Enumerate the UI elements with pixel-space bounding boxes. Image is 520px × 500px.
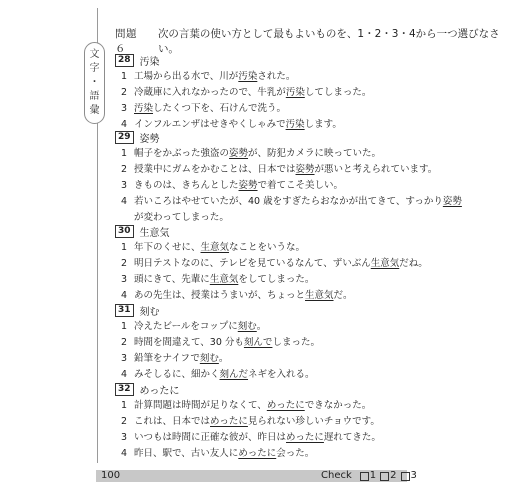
section-tab-char: 語 bbox=[89, 91, 100, 102]
target-word: 汚染 bbox=[285, 87, 305, 98]
problem-label: 問題６ bbox=[115, 28, 137, 55]
option: 3 きものは、きちんとした姿勢で着てこそ美しい。 bbox=[121, 180, 344, 191]
page-number: 100 bbox=[101, 470, 121, 481]
question-28 bbox=[115, 52, 475, 133]
question-number: 31 bbox=[115, 304, 134, 317]
check-box-3[interactable]: 3 bbox=[401, 469, 417, 483]
option: 2 明日テストなのに、テレビを見ているなんて、ずいぶん生意気だね。 bbox=[121, 258, 428, 269]
section-tab-char: 彙 bbox=[89, 105, 100, 116]
question-number: 28 bbox=[115, 54, 134, 67]
section-tab-char: 文 bbox=[89, 49, 100, 60]
option: 1 冷えたビールをコップに刻む。 bbox=[121, 321, 267, 332]
check-box-2[interactable]: 2 bbox=[380, 469, 396, 483]
target-word: 刻んだ bbox=[219, 369, 249, 380]
target-word: 生意気 bbox=[305, 290, 334, 301]
target-word: 刻む bbox=[199, 353, 219, 364]
problem-instruction: 次の言葉の使い方として最もよいものを、1・2・3・4から一つ選びなさい。 bbox=[157, 28, 500, 55]
option-continuation: が変わってしまった。 bbox=[134, 212, 229, 223]
option: 3 汚染したくつ下を、石けんで洗う。 bbox=[121, 103, 287, 114]
section-tab-char: 字 bbox=[89, 63, 100, 74]
target-word: 生意気 bbox=[209, 274, 239, 285]
target-word: 汚染 bbox=[285, 119, 305, 130]
check-tracker bbox=[321, 469, 417, 483]
section-tab bbox=[84, 42, 105, 124]
option: 3 鉛筆をナイフで刻む。 bbox=[121, 353, 229, 364]
target-word: 生意気 bbox=[200, 242, 230, 253]
question-number: 29 bbox=[115, 131, 134, 144]
option: 4 インフルエンザはせきやくしゃみで汚染します。 bbox=[121, 119, 342, 130]
target-word: 刻んで bbox=[243, 337, 273, 348]
option: 1 年下のくせに、生意気なことをいうな。 bbox=[121, 242, 306, 253]
check-box-1[interactable]: 1 bbox=[360, 469, 376, 483]
target-word: 汚染 bbox=[134, 103, 154, 114]
target-word: めったに bbox=[266, 400, 305, 411]
option: 2 冷蔵庫に入れなかったので、牛乳が汚染してしまった。 bbox=[121, 87, 372, 98]
target-word: 姿勢 bbox=[442, 196, 462, 207]
option: 4 あの先生は、授業はうまいが、ちょっと生意気だ。 bbox=[121, 290, 353, 301]
question-word: 姿勢 bbox=[139, 134, 160, 145]
question-number: 30 bbox=[115, 225, 134, 238]
option: 4 昨日、駅で、古い友人にめったに会った。 bbox=[121, 448, 315, 459]
question-30 bbox=[115, 223, 475, 304]
question-32 bbox=[115, 381, 475, 462]
target-word: 汚染 bbox=[238, 71, 258, 82]
target-word: めったに bbox=[238, 448, 277, 459]
option: 1 帽子をかぶった強盗の姿勢が、防犯カメラに映っていた。 bbox=[121, 148, 382, 159]
question-number: 32 bbox=[115, 383, 134, 396]
target-word: 姿勢 bbox=[295, 164, 315, 175]
target-word: 刻む bbox=[237, 321, 257, 332]
question-word: めったに bbox=[139, 386, 180, 397]
question-29 bbox=[115, 129, 475, 226]
target-word: めったに bbox=[210, 416, 248, 427]
option: 2 時間を間違えて、30 分も刻んでしまった。 bbox=[121, 337, 320, 348]
option: 1 工場から出る水で、川が汚染された。 bbox=[121, 71, 296, 82]
option: 4 みそしるに、細かく刻んだネギを入れる。 bbox=[121, 369, 315, 380]
section-tab-char: ・ bbox=[89, 77, 100, 88]
question-31 bbox=[115, 302, 475, 383]
option: 3 いつもは時間に正確な彼が、昨日はめったに遅れてきた。 bbox=[121, 432, 381, 443]
target-word: 姿勢 bbox=[229, 148, 249, 159]
option: 1 計算問題は時間が足りなくて、めったにできなかった。 bbox=[121, 400, 372, 411]
option: 2 授業中にガムをかむことは、日本では姿勢が悪いと考えられています。 bbox=[121, 164, 438, 175]
option: 3 頭にきて、先輩に生意気をしてしまった。 bbox=[121, 274, 315, 285]
question-word: 刻む bbox=[139, 307, 160, 318]
option: 2 これは、日本ではめったに見られない珍しいチョウです。 bbox=[121, 416, 380, 427]
check-label: Check bbox=[321, 470, 352, 481]
option: 4 若いころはやせていたが、40 歳をすぎたらおなかが出てきて、すっかり姿勢 bbox=[121, 196, 462, 207]
question-word: 汚染 bbox=[139, 57, 160, 68]
target-word: 生意気 bbox=[370, 258, 400, 269]
question-word: 生意気 bbox=[139, 228, 170, 239]
target-word: 姿勢 bbox=[238, 180, 258, 191]
target-word: めったに bbox=[286, 432, 324, 443]
